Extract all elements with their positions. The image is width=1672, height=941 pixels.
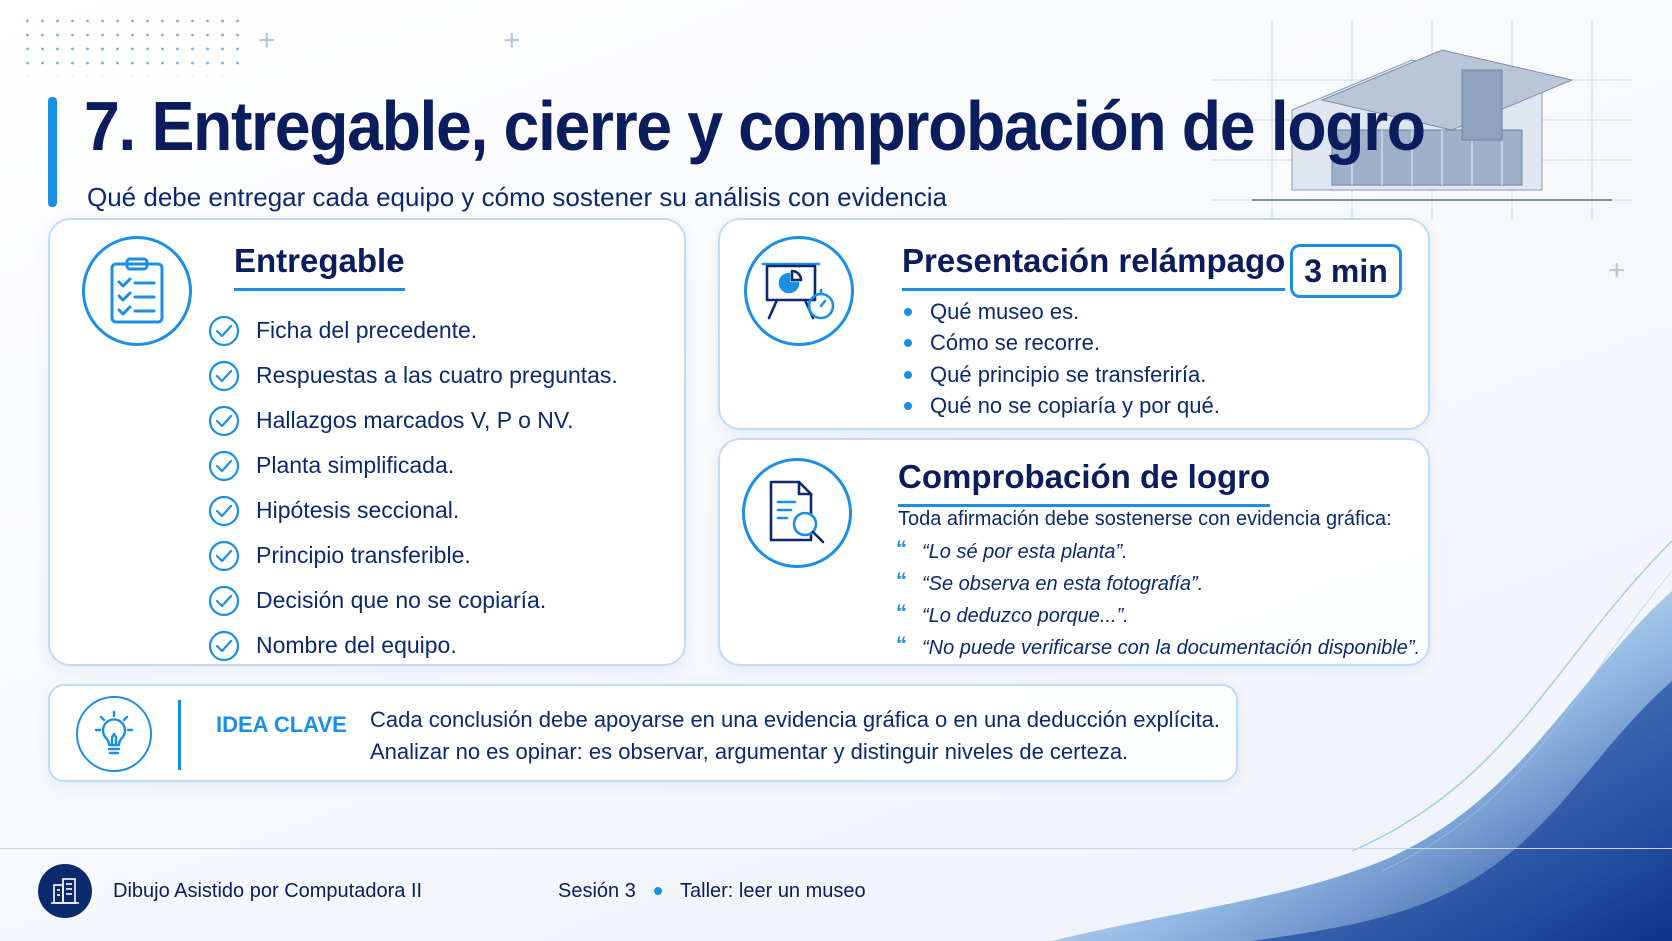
key-idea-divider [178, 700, 181, 770]
list-item: Decisión que no se copiaría. [208, 578, 618, 623]
evidence-quotes-list [896, 536, 1420, 664]
duration-badge: 3 min [1290, 244, 1402, 298]
list-item: “ “Lo sé por esta planta”. [896, 536, 1128, 563]
check-circle-icon [208, 540, 240, 572]
key-idea-text [370, 704, 1220, 768]
presentation-heading: Presentación relámpago [902, 242, 1285, 291]
check-circle-icon [208, 450, 240, 482]
course-name: Dibujo Asistido por Computadora II [113, 880, 423, 902]
key-idea-card [48, 684, 1238, 782]
plus-decoration: + [258, 24, 276, 57]
lightbulb-icon [76, 696, 152, 772]
key-idea-label: IDEA CLAVE [216, 712, 347, 737]
check-circle-icon [208, 360, 240, 392]
building-logo-icon [38, 864, 92, 918]
list-item: “ “Lo deduzco porque...”. [896, 600, 1129, 627]
page-title: 7. Entregable, cierre y comprobación de logro [84, 87, 1425, 165]
list-item: Cómo se recorre. [904, 328, 1220, 360]
key-idea-line: Cada conclusión debe apoyarse en una evidencia gráfica o en una deducción explícita. [370, 707, 1221, 732]
check-circle-icon [208, 315, 240, 347]
document-magnifier-icon [742, 458, 852, 568]
clipboard-checklist-icon [82, 236, 192, 346]
list-item: “ “No puede verificarse con la documentación disponible”. [896, 632, 1421, 659]
achievement-check-heading: Comprobación de logro [898, 458, 1270, 507]
list-item: Respuestas a las cuatro preguntas. [208, 353, 618, 398]
quote-icon: “ [896, 632, 907, 657]
list-item: Principio transferible. [208, 533, 618, 578]
plus-decoration: + [503, 24, 521, 57]
check-circle-icon [208, 630, 240, 662]
list-item: Nombre del equipo. [208, 623, 618, 668]
evidence-intro-text: Toda afirmación debe sostenerse con evidencia gráfica: [898, 508, 1392, 530]
achievement-check-card [718, 438, 1430, 666]
presentation-list [904, 296, 1220, 422]
list-item: Ficha del precedente. [208, 308, 618, 353]
deliverable-heading: Entregable [234, 242, 405, 291]
deliverable-list [208, 308, 618, 668]
quote-icon: “ [896, 568, 907, 593]
workshop-label: Taller: leer un museo [680, 880, 866, 902]
plus-decoration: + [1608, 254, 1626, 287]
page-subtitle: Qué debe entregar cada equipo y cómo sostener su análisis con evidencia [87, 182, 947, 212]
list-item: Qué no se copiaría y por qué. [904, 391, 1220, 423]
list-item: Qué museo es. [904, 296, 1220, 328]
key-idea-line: Analizar no es opinar: es observar, argumentar y distinguir niveles de certeza. [370, 739, 1129, 764]
session-label: Sesión 3 [558, 880, 636, 902]
list-item: “ “Se observa en esta fotografía”. [896, 568, 1204, 595]
footer-separator-dot [654, 887, 662, 895]
check-circle-icon [208, 405, 240, 437]
quote-icon: “ [896, 600, 907, 625]
quote-icon: “ [896, 536, 907, 561]
list-item: Hipótesis seccional. [208, 488, 618, 533]
check-circle-icon [208, 585, 240, 617]
presentation-card [718, 218, 1430, 430]
deliverable-card [48, 218, 686, 666]
list-item: Hallazgos marcados V, P o NV. [208, 398, 618, 443]
list-item: Qué principio se transferiría. [904, 359, 1220, 391]
title-accent-bar [48, 97, 57, 207]
dot-grid-decoration [20, 14, 240, 76]
check-circle-icon [208, 495, 240, 527]
presentation-stopwatch-icon [744, 236, 854, 346]
list-item: Planta simplificada. [208, 443, 618, 488]
footer-divider [0, 848, 1672, 849]
